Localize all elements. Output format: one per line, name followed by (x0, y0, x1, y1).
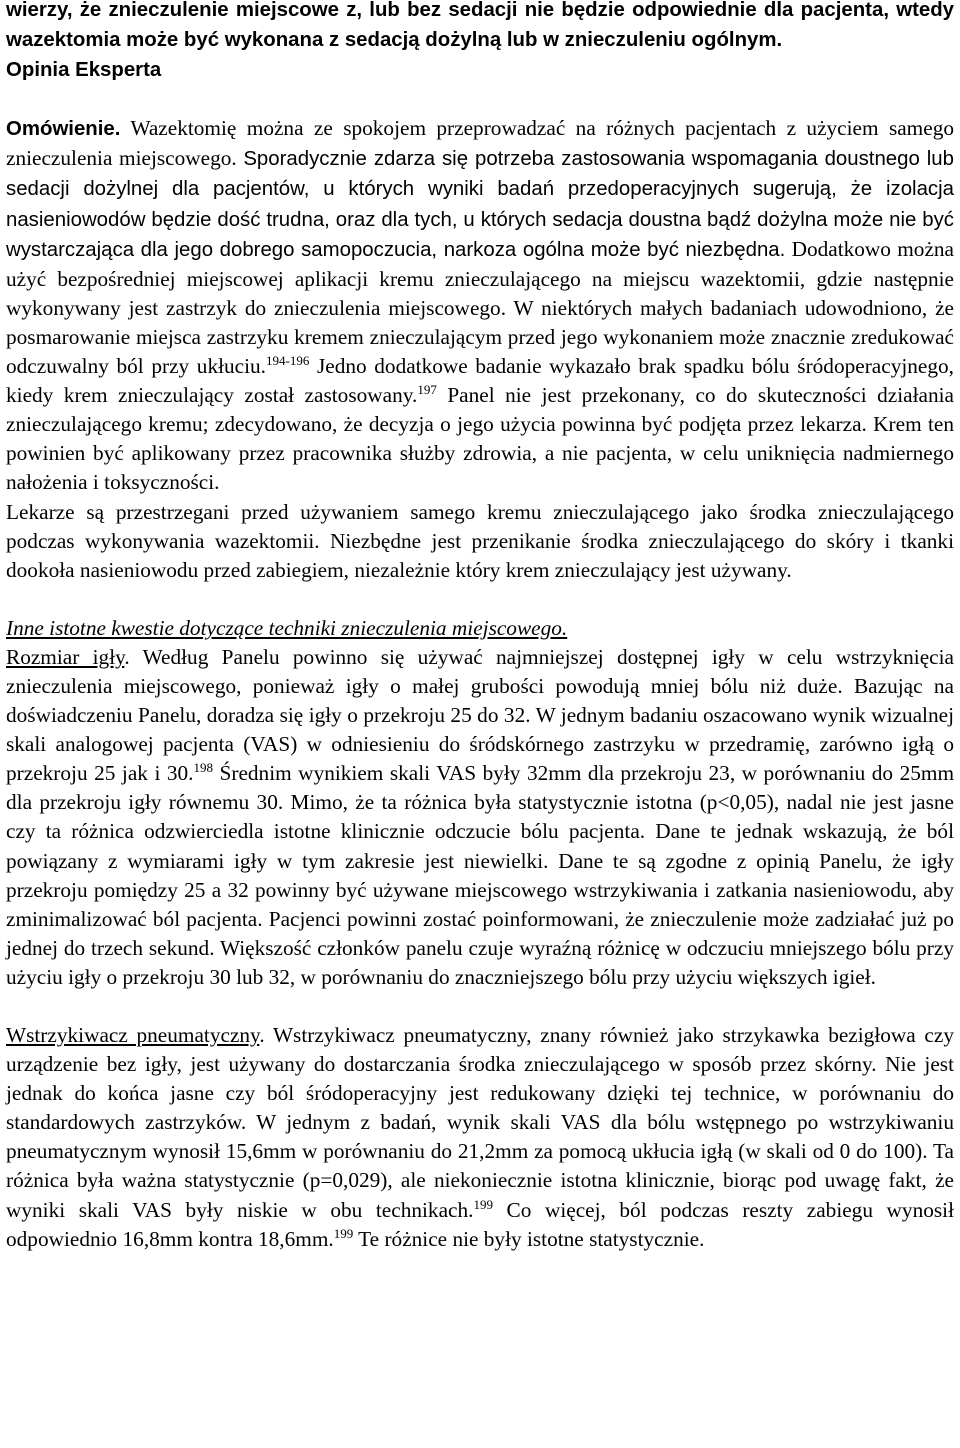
reference-marker: 197 (417, 382, 437, 398)
reference-marker: 199 (473, 1196, 493, 1212)
discussion-text-2: Sporadycznie zdarza się potrzeba zastosowania wspomagania doustnego lub sedacji dożylnej dla pacjentów, u których wyniki badań przedoperacyjnych sugerują, że izolacja nasieniowodów będzie dość trudna, oraz dla tych, u których sedacja doustna bądź dożylna może nie być wystarczająca dla jego dobrego samopoczucia, narkoza ogólna może być niezbędna. (6, 148, 954, 261)
needle-text-1: . Według Panelu powinno się używać najmniejszej dostępnej igły w celu wstrzyknięcia znieczulenia miejscowego, ponieważ igły o małej grubości powodują mniej bólu niż duże. Bazując na doświadczeniu Panelu, doradza się igły o przekroju 25 do 32. W jednym badaniu oszacowano wynik wizualnej skali analogowej pacjenta (VAS) w odniesieniu do śródskórnego zastrzyku w przedramię, zarówno igłą o przekroju 25 jak i 30. (6, 644, 954, 786)
reference-marker: 198 (193, 760, 213, 776)
injector-text-3: Te różnice nie były istotne statystycznie. (353, 1226, 705, 1251)
discussion-text-3: Dodatkowo można użyć bezpośredniej miejscowej aplikacji kremu znieczulającego na miejscu wazektomii, gdzie następnie wykonywany jest zastrzyk do znieczulenia miejscowego. W niektórych małych badaniach udowodniono, że posmarowanie miejsca zastrzyku kremem znieczulającym przed jego wykonaniem może znacznie zredukować odczuwalny ból przy ukłuciu. (6, 236, 954, 379)
reference-marker: 194-196 (266, 353, 310, 369)
discussion-text-4: Jedno dodatkowe badanie wykazało brak spadku bólu śródoperacyjnego, kiedy krem znieczulający został zastosowany. (6, 354, 954, 408)
injector-text-2: Co więcej, ból podczas reszty zabiegu wynosił odpowiednio 16,8mm kontra 18,6mm. (6, 1197, 954, 1251)
discussion-heading: Omówienie. (6, 118, 121, 141)
spacer (6, 585, 954, 614)
expert-opinion-label: Opinia Eksperta (6, 59, 162, 82)
reference-marker: 199 (333, 1225, 354, 1241)
warning-paragraph (6, 498, 954, 585)
discussion-text-5: Panel nie jest przekonany, co do skuteczności działania znieczulającego kremu; zdecydowano, że decyzja o jego użycia powinna być podjęta przez lekarza. Krem ten powinien być aplikowany przez pracownika służby zdrowia, a nie pacjenta, w celu uniknięcia nadmiernego nałożenia i toksyczności. (6, 383, 954, 495)
needle-heading: Rozmiar igły (6, 644, 125, 669)
injector-heading: Wstrzykiwacz pneumatyczny (6, 1023, 260, 1047)
discussion-text-1: Wazektomię można ze spokojem przeprowadzać na różnych pacjentach z użyciem samego znieczulenia miejscowego. (6, 116, 954, 171)
injector-paragraph (6, 1021, 954, 1254)
needle-text-2: Średnim wynikiem skali VAS były 32mm dla przekroju 23, w porównaniu do 25mm dla przekroju igły równemu 30. Mimo, że ta różnica była statystycznie istotna (p<0,05), nadal nie jest jasne czy ta różnica odzwierciedla istotne klinicznie odczucie bólu pacjenta. Dane te jednak wskazują, że ból powiązany z wymiarami igły w tym zakresie jest niewielki. Dane te są zgodne z opinią Panelu, że igły przekroju pomiędzy 25 a 32 powinny być używane miejscowego wstrzykiwania i zatkania nasieniowodu, aby zminimalizować ból pacjenta. Pacjenci powinni zostać poinformowani, że znieczulenie może zadziałać już po jednej do trzech sekund. Większość członków panelu czuje wyraźną różnicę w odczuciu mniejszego bólu przy użyciu igły o przekroju 30 lub 32, w porównaniu do znaczniejszego bólu przy użyciu większych igieł. (6, 761, 955, 989)
other-issues-heading-text: Inne istotne kwestie dotyczące techniki znieczulenia miejscowego. (6, 615, 568, 640)
warning-text: Lekarze są przestrzegani przed używaniem samego kremu znieczulającego jako środka znieczulającego podczas wykonywania wazektomii. Niezbędne jest przenikanie środka znieczulającego do skóry i tkanki dookoła nasieniowodu przed zabiegiem, niezależnie który krem znieczulający jest używany. (6, 499, 954, 582)
spacer (6, 992, 954, 1021)
spacer (6, 85, 954, 114)
other-issues-heading (6, 614, 954, 643)
intro-paragraph (6, 0, 954, 85)
discussion-paragraph (6, 114, 954, 497)
intro-text: wierzy, że znieczulenie miejscowe z, lub bez sedacji nie będzie odpowiednie dla pacjenta, wtedy wazektomia może być wykonana z sedacją dożylną lub w znieczuleniu ogólnym. (6, 0, 954, 52)
injector-text-1: . Wstrzykiwacz pneumatyczny, znany również jako strzykawka bezigłowa czy urządzenie bez igły, jest używany do dostarczania środka znieczulającego w sposób przez skórny. Nie jest jednak do końca jasne czy ból śródoperacyjny jest redukowany dzięki tej technice, w porównaniu do standardowych zastrzyków. W jednym z badań, wynik skali VAS dla bólu wstępnego po wstrzykiwaniu pneumatycznym wynosił 15,6mm w porównaniu do 21,2mm za pomocą ukłucia igłą (w skali od 0 do 100). Ta różnica była ważna statystycznie (p=0,029), ale niekoniecznie istotna klinicznie, biorąc pod uwagę fakt, że wyniki skali VAS były niskie w obu technikach. (6, 1023, 954, 1222)
needle-paragraph (6, 643, 954, 992)
